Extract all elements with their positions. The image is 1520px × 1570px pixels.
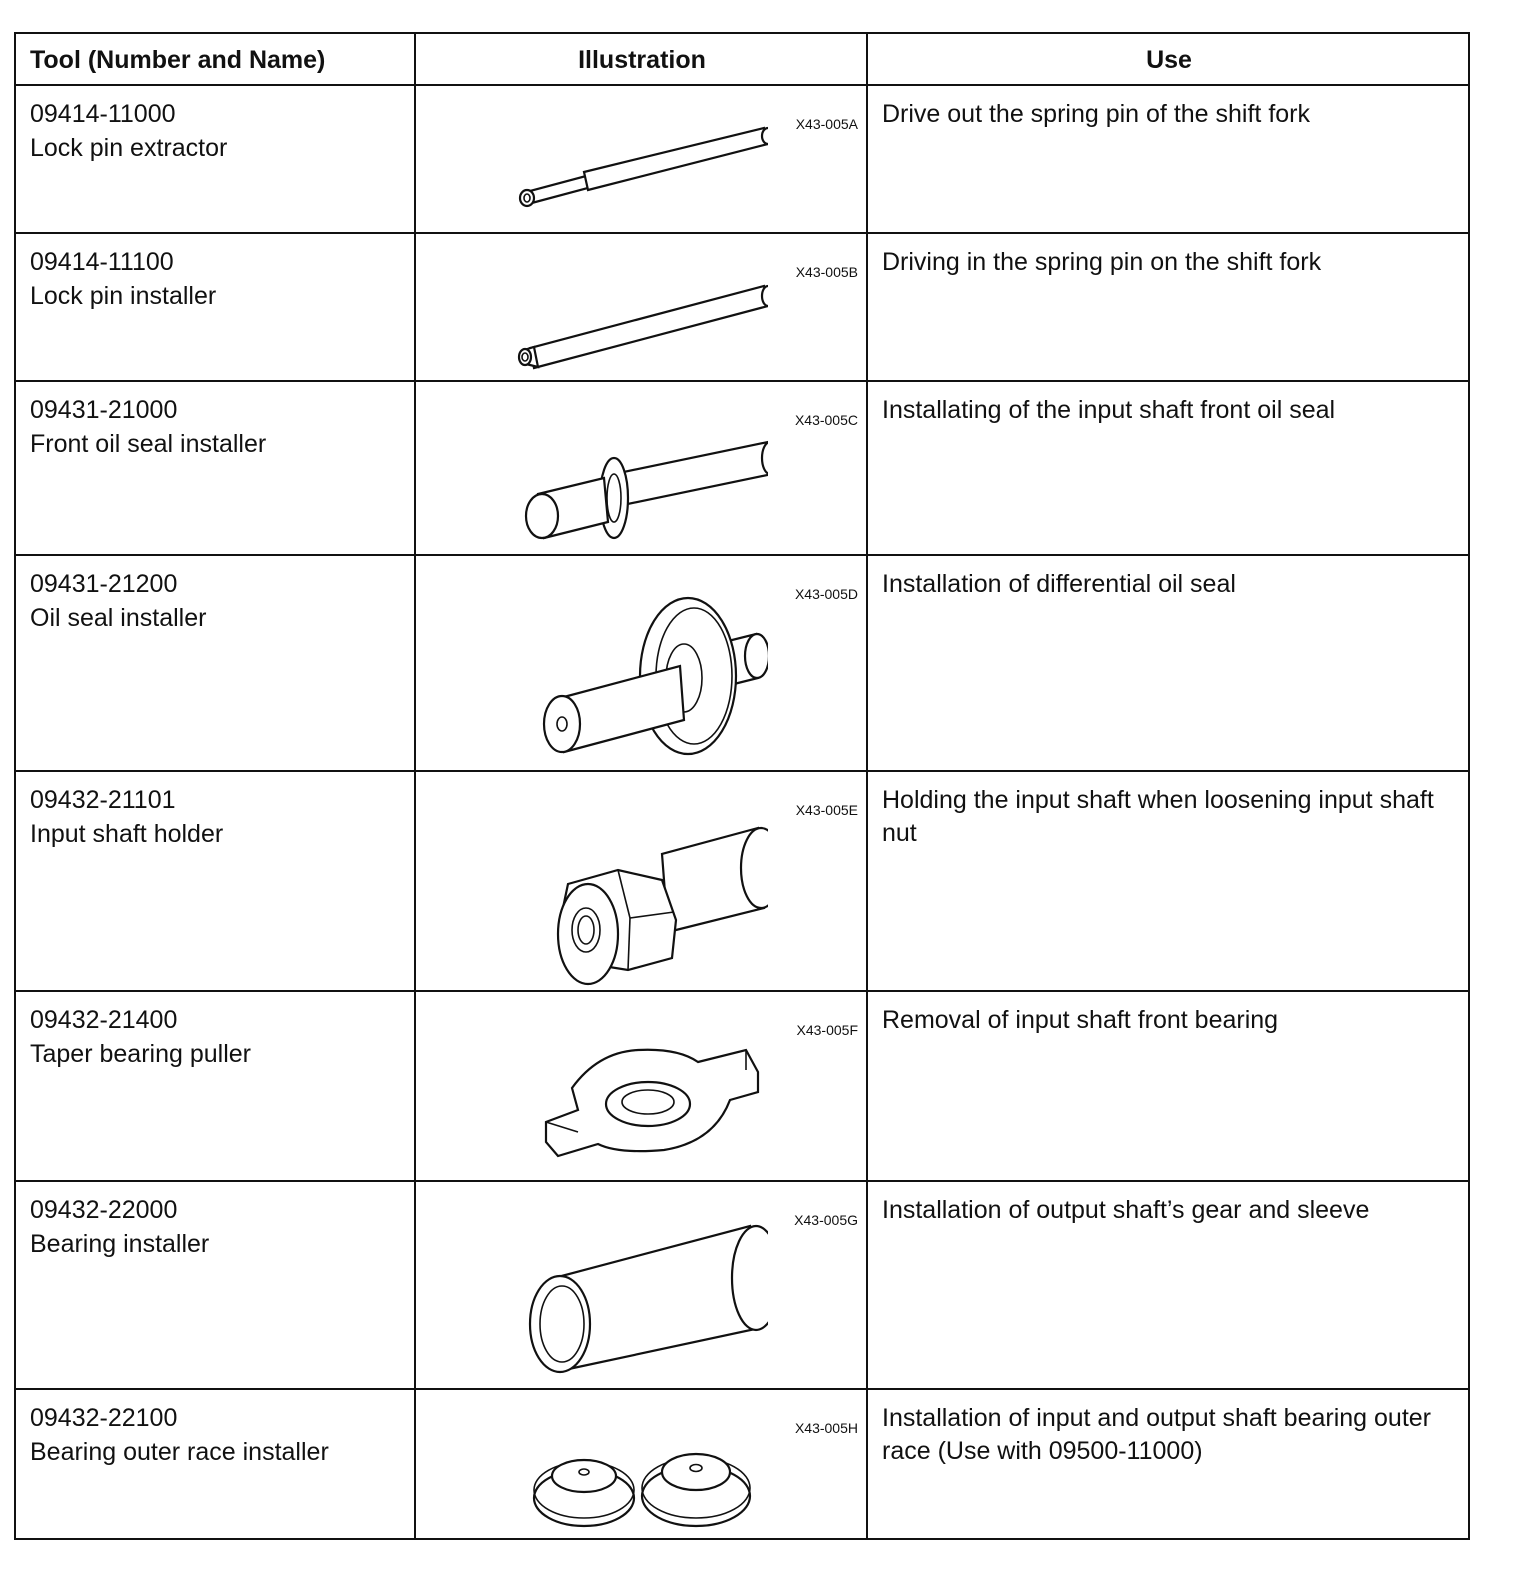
tool-name: Input shaft holder xyxy=(30,820,224,848)
taper-bearing-puller-icon xyxy=(468,992,768,1185)
oil-seal-installer-icon xyxy=(468,556,768,775)
table-row xyxy=(16,772,1468,992)
illustration-code: X43-005E xyxy=(795,802,858,818)
illustration-code: X43-005D xyxy=(794,586,858,602)
tool-number: 09414-11000 xyxy=(30,100,176,128)
special-tools-table xyxy=(14,32,1470,1540)
tool-name: Front oil seal installer xyxy=(30,430,267,458)
tool-number: 09414-11100 xyxy=(30,248,174,276)
illustration-code: X43-005B xyxy=(795,264,858,280)
tool-use: Installating of the input shaft front oil seal xyxy=(882,396,1336,424)
tool-use: Installation of output shaft’s gear and sleeve xyxy=(882,1196,1370,1224)
illustration-code: X43-005F xyxy=(796,1022,858,1038)
tool-name: Lock pin installer xyxy=(30,282,217,310)
tool-number: 09431-21200 xyxy=(30,570,178,598)
tool-name: Bearing installer xyxy=(30,1230,210,1258)
tool-name: Oil seal installer xyxy=(30,604,207,632)
header-tool: Tool (Number and Name) xyxy=(30,46,326,74)
tool-name: Lock pin extractor xyxy=(30,134,228,162)
table-row xyxy=(16,382,1468,556)
tool-name: Taper bearing puller xyxy=(30,1040,251,1068)
tool-use: Removal of input shaft front bearing xyxy=(882,1006,1279,1034)
table-row xyxy=(16,992,1468,1182)
tool-use: Driving in the spring pin on the shift fork xyxy=(882,248,1322,276)
front-oil-seal-installer-icon xyxy=(468,382,768,559)
table-row xyxy=(16,86,1468,234)
pin-extractor-icon xyxy=(468,86,768,237)
tool-use: Holding the input shaft when loosening input shaft nut xyxy=(882,786,1434,847)
table-header-row xyxy=(16,34,1468,86)
bearing-outer-race-installer-icon xyxy=(468,1390,768,1543)
illustration-code: X43-005H xyxy=(794,1420,858,1436)
tool-number: 09432-22100 xyxy=(30,1404,178,1432)
illustration-code: X43-005C xyxy=(794,412,858,428)
table-row xyxy=(16,1390,1468,1540)
header-use: Use xyxy=(1146,46,1192,74)
table-row xyxy=(16,234,1468,382)
tool-number: 09431-21000 xyxy=(30,396,178,424)
illustration-code: X43-005G xyxy=(794,1212,858,1228)
tool-use: Drive out the spring pin of the shift fork xyxy=(882,100,1310,128)
table-row xyxy=(16,1182,1468,1390)
tool-number: 09432-22000 xyxy=(30,1196,178,1224)
tool-name: Bearing outer race installer xyxy=(30,1438,329,1466)
tool-number: 09432-21400 xyxy=(30,1006,178,1034)
pin-installer-icon xyxy=(468,234,768,385)
header-illustration: Illustration xyxy=(578,46,706,74)
illustration-code: X43-005A xyxy=(795,116,858,132)
input-shaft-holder-icon xyxy=(468,772,768,995)
tool-use: Installation of differential oil seal xyxy=(882,570,1236,598)
table-row xyxy=(16,556,1468,772)
tool-use: Installation of input and output shaft bearing outer race (Use with 09500-11000) xyxy=(882,1404,1431,1465)
tool-number: 09432-21101 xyxy=(30,786,176,814)
bearing-installer-icon xyxy=(468,1182,768,1393)
